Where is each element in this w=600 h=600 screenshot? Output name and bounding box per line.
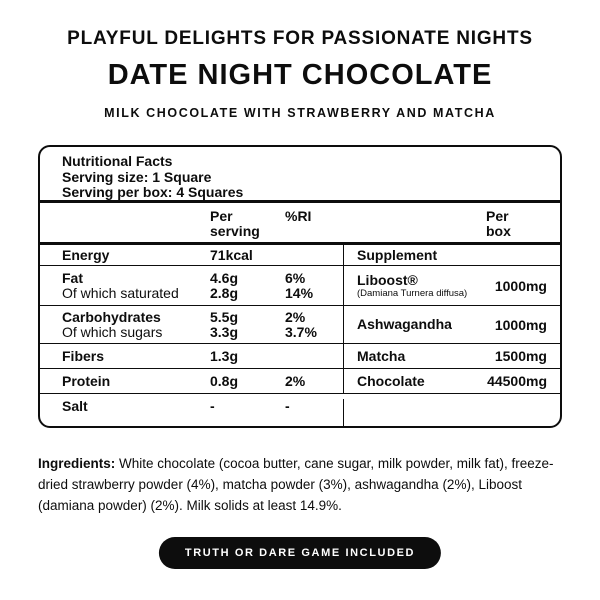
ingredients-text: White chocolate (cocoa butter, cane sugar, milk powder, milk fat), freeze-dried strawberry powder (4%), matcha powder (3%), ashwagandha (2%), Liboost (damiana powder) (2%). Milk solids at least 14.9%. [38, 456, 554, 513]
nutrition-facts-panel [38, 145, 562, 428]
serving-per-box: Serving per box: 4 Squares [62, 184, 244, 200]
column-header-ri: %RI [285, 208, 312, 224]
supplement-empty-cell [343, 399, 480, 426]
nutrient-ri: 2% [285, 372, 306, 389]
table-row-carbohydrates [40, 305, 560, 343]
ingredients-paragraph [38, 453, 562, 516]
column-header-row [40, 203, 560, 242]
game-included-badge: TRUTH OR DARE GAME INCLUDED [159, 537, 441, 569]
column-header-spacer-2 [343, 203, 480, 242]
supplement-subname: (Damiana Turnera diffusa) [357, 287, 468, 299]
nutrient-ri: 6% 14% [285, 269, 314, 301]
ingredients-label: Ingredients: [38, 456, 116, 471]
table-row-salt [40, 393, 560, 426]
supplement-amount: 44500mg [487, 373, 547, 389]
product-title: DATE NIGHT CHOCOLATE [107, 59, 493, 91]
nutrient-ri: 2% 3.7% [285, 308, 317, 340]
supplement-amount: 1000mg [494, 277, 547, 294]
nutrient-sublabel: Of which saturated [62, 284, 179, 301]
supplement-amount: 1500mg [494, 348, 547, 364]
table-row-protein [40, 368, 560, 393]
nutrient-per-serving: 1.3g [210, 347, 239, 364]
product-subtitle: MILK CHOCOLATE WITH STRAWBERRY AND MATCHA [104, 106, 496, 120]
serving-info [40, 147, 560, 200]
nutrient-label: Fat Of which saturated [40, 271, 210, 301]
nutrient-per-serving: - [210, 398, 215, 414]
nutrient-per-serving: 0.8g [210, 372, 239, 389]
serving-size: Serving size: 1 Square [62, 168, 212, 185]
supplement-amount: 1000mg [494, 316, 547, 333]
nutrient-label: Energy [62, 246, 110, 263]
nutrient-per-serving: 4.6g 2.8g [210, 269, 239, 301]
nutrient-per-serving: 5.5g 3.3g [210, 308, 239, 340]
column-header-per-serving: Per serving [210, 208, 260, 239]
column-header-spacer [40, 203, 210, 242]
supplement-name: Chocolate [343, 369, 480, 393]
table-row-fat [40, 265, 560, 305]
nutrient-sublabel: Of which sugars [62, 323, 163, 340]
nutrient-label: Protein [62, 372, 111, 389]
column-header-per-box: Per box [486, 208, 511, 239]
table-row-fibers [40, 343, 560, 368]
supplement-name: Ashwagandha [343, 306, 480, 343]
header-tagline: PLAYFUL DELIGHTS FOR PASSIONATE NIGHTS [67, 28, 533, 49]
label-header [0, 0, 600, 120]
nutrient-per-serving: 71kcal [210, 246, 253, 263]
supplement-name: Liboost® (Damiana Turnera diffusa) [343, 266, 480, 305]
nutrient-label: Salt [62, 398, 88, 414]
nutrient-label: Carbohydrates Of which sugars [40, 310, 210, 340]
nutrient-ri: - [285, 398, 290, 414]
nutrient-label: Fibers [62, 347, 105, 364]
panel-title: Nutritional Facts [62, 153, 173, 169]
supplement-header: Supplement [343, 245, 480, 265]
table-row-energy [40, 245, 560, 265]
supplement-name: Matcha [343, 344, 480, 368]
